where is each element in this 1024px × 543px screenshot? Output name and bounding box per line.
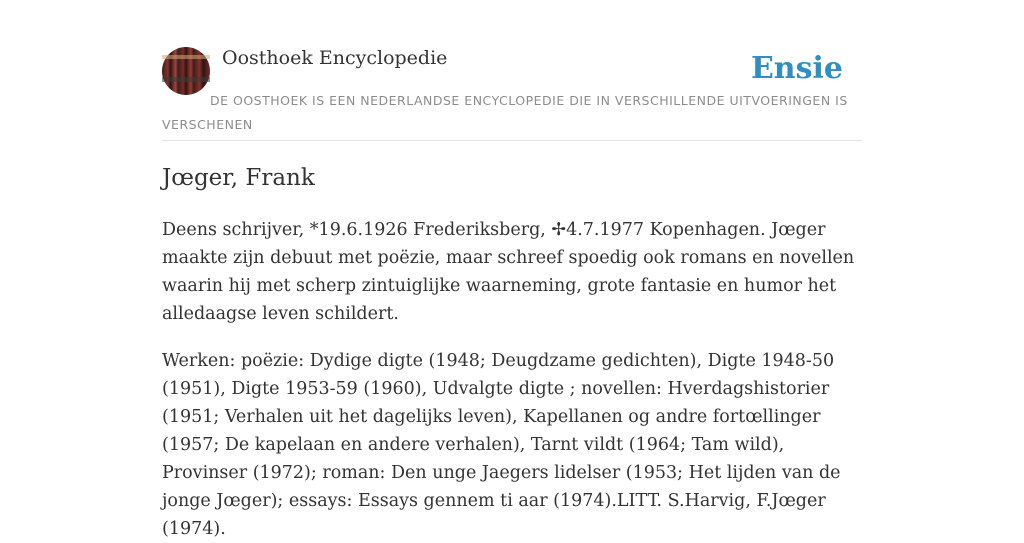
article-title: Jœger, Frank bbox=[162, 165, 315, 191]
article-paragraph-works: Werken: poëzie: Dydige digte (1948; Deugdzame gedichten), Digte 1948-50 (1951), Digte 1953-59 (1960), Udvalgte digte ; novellen: Hverdagshistorier (1951; Verhalen uit het dagelijks leven), Kapellanen og andre fortœllinger (1957; De kapelaan en andere verhalen), Tarnt vildt (1964; Tam wild), Provinser (1972); roman: Den unge Jaegers lidelser (1953; Het lijden van de jonge Jœger); essays: Essays gennem ti aar (1974).LITT. S.Harvig, F.Jœger (1974). bbox=[162, 351, 841, 539]
content-container bbox=[162, 0, 862, 539]
ensie-logo-link[interactable]: Ensie bbox=[750, 51, 843, 86]
site-tagline: DE OOSTHOEK IS EEN NEDERLANDSE ENCYCLOPEDIE DIE IN VERSCHILLENDE UITVOERINGEN IS VERSCHENEN bbox=[162, 93, 848, 132]
site-header bbox=[162, 0, 862, 141]
site-name-link[interactable]: Oosthoek Encyclopedie bbox=[222, 47, 448, 69]
article-paragraph-intro: Deens schrijver, *19.6.1926 Frederiksberg, ✢4.7.1977 Kopenhagen. Jœger maakte zijn debuut met poëzie, maar schreef spoedig ook romans en novellen waarin hij met scherp zintuiglijke waarneming, grote fantasie en humor het alledaagse leven schildert. bbox=[162, 220, 855, 324]
encyclopedia-books-avatar-icon[interactable] bbox=[162, 47, 210, 95]
